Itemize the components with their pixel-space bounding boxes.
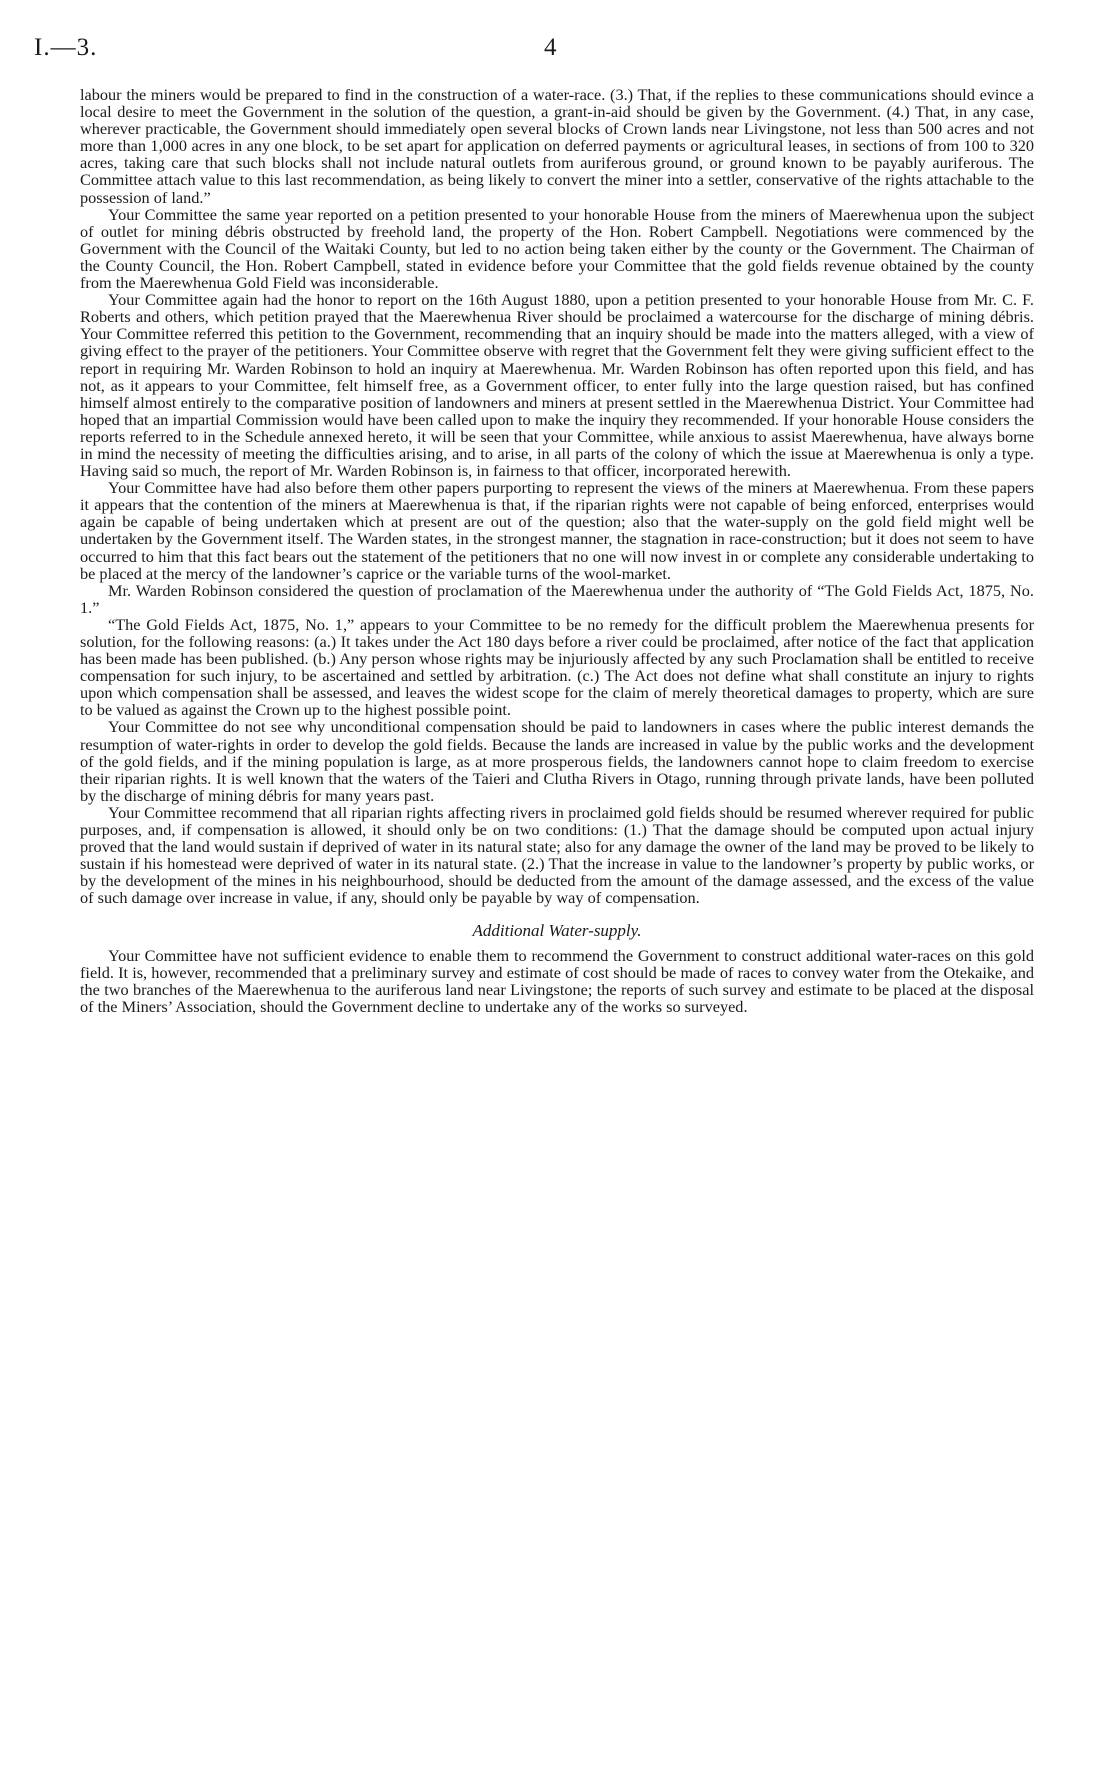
document-page <box>34 34 1034 1016</box>
paragraph: Your Committee recommend that all riparian rights affecting rivers in proclaimed gold fields should be resumed wherever required for public purposes, and, if compensation is allowed, it should only be on two conditions: (1.) That the damage should be computed upon actual injury proved that the land would sustain if deprived of water in its natural state; also for any damage the owner of the land may be proved to be likely to sustain if his homestead were deprived of water in its natural state. (2.) That the increase in value to the landowner’s property by public works, or by the development of the mines in his neighbourhood, should be deducted from the amount of the damage assessed, and the excess of the value of such damage over increase in value, if any, should only be payable by way of compensation. <box>80 802 1034 908</box>
paragraph: Your Committee again had the honor to report on the 16th August 1880, upon a petition presented to your honorable House from Mr. C. F. Roberts and others, which petition prayed that the Maerewhenua River should be proclaimed a watercourse for the discharge of mining débris. Your Committee referred this petition to the Government, recommending that an inquiry should be made into the matters alleged, with a view of giving effect to the prayer of the petitioners. Your Committee observe with regret that the Government felt they were giving sufficient effect to the report in requiring Mr. Warden Robinson to hold an inquiry at Maerewhenua. Mr. Warden Robinson has often reported upon this field, and has not, as it appears to your Committee, felt himself free, as a Government officer, to enter fully into the large question raised, but has confined himself almost entirely to the comparative position of landowners and miners at present settled in the Maerewhenua District. Your Committee had hoped that an impartial Commission would have been called upon to make the inquiry they recommended. If your honorable House considers the reports referred to in the Schedule annexed hereto, it will be seen that your Committee, while anxious to assist Maerewhenua, have always borne in mind the necessity of meeting the difficulties arising, and to arise, in all parts of the colony of which the issue at Maerewhenua is only a type. Having said so much, the report of Mr. Warden Robinson is, in fairness to that officer, incorporated herewith. <box>80 290 1034 481</box>
paragraph: Your Committee do not see why unconditional compensation should be paid to landowners in cases where the public interest demands the resumption of water-rights in order to develop the gold fields. Because the lands are increased in value by the public works and the development of the gold fields, and if the mining population is large, as at more prosperous fields, the landowners cannot hope to claim freedom to exercise their riparian rights. It is well known that the waters of the Taieri and Clutha Rivers in Otago, running through private lands, have been polluted by the discharge of mining débris for many years past. <box>80 717 1034 805</box>
page-id: I.—3. <box>34 34 98 61</box>
section-heading: Additional Water-supply. <box>472 920 642 940</box>
paragraph: labour the miners would be prepared to find in the construction of a water-race. (3.) That, if the replies to these communications should evince a local desire to meet the Government in the solution of the question, a grant-in-aid should be given by the Government. (4.) That, in any case, wherever practicable, the Government should immediately open several blocks of Crown lands near Livingstone, not less than 500 acres and not more than 1,000 acres in any one block, to be set apart for application on deferred payments or agricultural leases, in sections of from 100 to 320 acres, taking care that such blocks shall not include natural outlets from auriferous ground, or ground known to be payably auriferous. The Committee attach value to this last recommendation, as being likely to convert the miner into a settler, conservative of the rights attachable to the possession of land.” <box>80 85 1034 207</box>
paragraph: Mr. Warden Robinson considered the question of proclamation of the Maerewhenua under the authority of “The Gold Fields Act, 1875, No. 1.” <box>80 580 1034 617</box>
paragraph: “The Gold Fields Act, 1875, No. 1,” appears to your Committee to be no remedy for the difficult problem the Maerewhenua presents for solution, for the following reasons: (a.) It takes under the Act 180 days before a river could be proclaimed, after notice of the fact that application has been made has been published. (b.) Any person whose rights may be injuriously affected by any such Proclamation shall be entitled to receive compensation for such injury, to be ascertained and settled by arbitration. (c.) The Act does not define what shall constitute an injury to rights upon which compensation shall be assessed, and leaves the widest scope for the claim of merely theoretical damages to property, which are sure to be valued as against the Crown up to the highest possible point. <box>80 614 1034 720</box>
body-text <box>80 86 1034 1015</box>
paragraph: Your Committee have had also before them other papers purporting to represent the views of the miners at Maerewhenua. From these papers it appears that the contention of the miners at Maerewhenua is that, if the riparian rights were not capable of being enforced, enterprises would again be capable of being undertaken which at present are out of the question; also that the water-supply on the gold field might well be undertaken by the Government itself. The Warden states, in the strongest manner, the stagnation in race-construction; but it does not seem to have occurred to him that this fact bears out the statement of the petitioners that no one will now invest in or complete any considerable undertaking to be placed at the mercy of the landowner’s caprice or the variable turns of the wool-market. <box>80 478 1034 583</box>
page-header <box>34 34 1034 86</box>
paragraph: Your Committee have not sufficient evidence to enable them to recommend the Government to construct additional water-races on this gold field. It is, however, recommended that a preliminary survey and estimate of cost should be made of races to convey water from the Otekaike, and the two branches of the Maerewhenua to the auriferous land near Livingstone; the reports of such survey and estimate to be placed at the disposal of the Miners’ Association, should the Government decline to undertake any of the works so surveyed. <box>80 945 1034 1016</box>
page-number: 4 <box>544 34 557 61</box>
paragraph: Your Committee the same year reported on a petition presented to your honorable House from the miners of Maerewhenua upon the subject of outlet for mining débris obstructed by freehold land, the property of the Hon. Robert Campbell. Negotiations were commenced by the Government with the Council of the Waitaki County, but led to no action being taken either by the county or the Government. The Chairman of the County Council, the Hon. Robert Campbell, stated in evidence before your Committee that the gold fields revenue obtained by the county from the Maerewhenua Gold Field was inconsiderable. <box>80 204 1034 293</box>
